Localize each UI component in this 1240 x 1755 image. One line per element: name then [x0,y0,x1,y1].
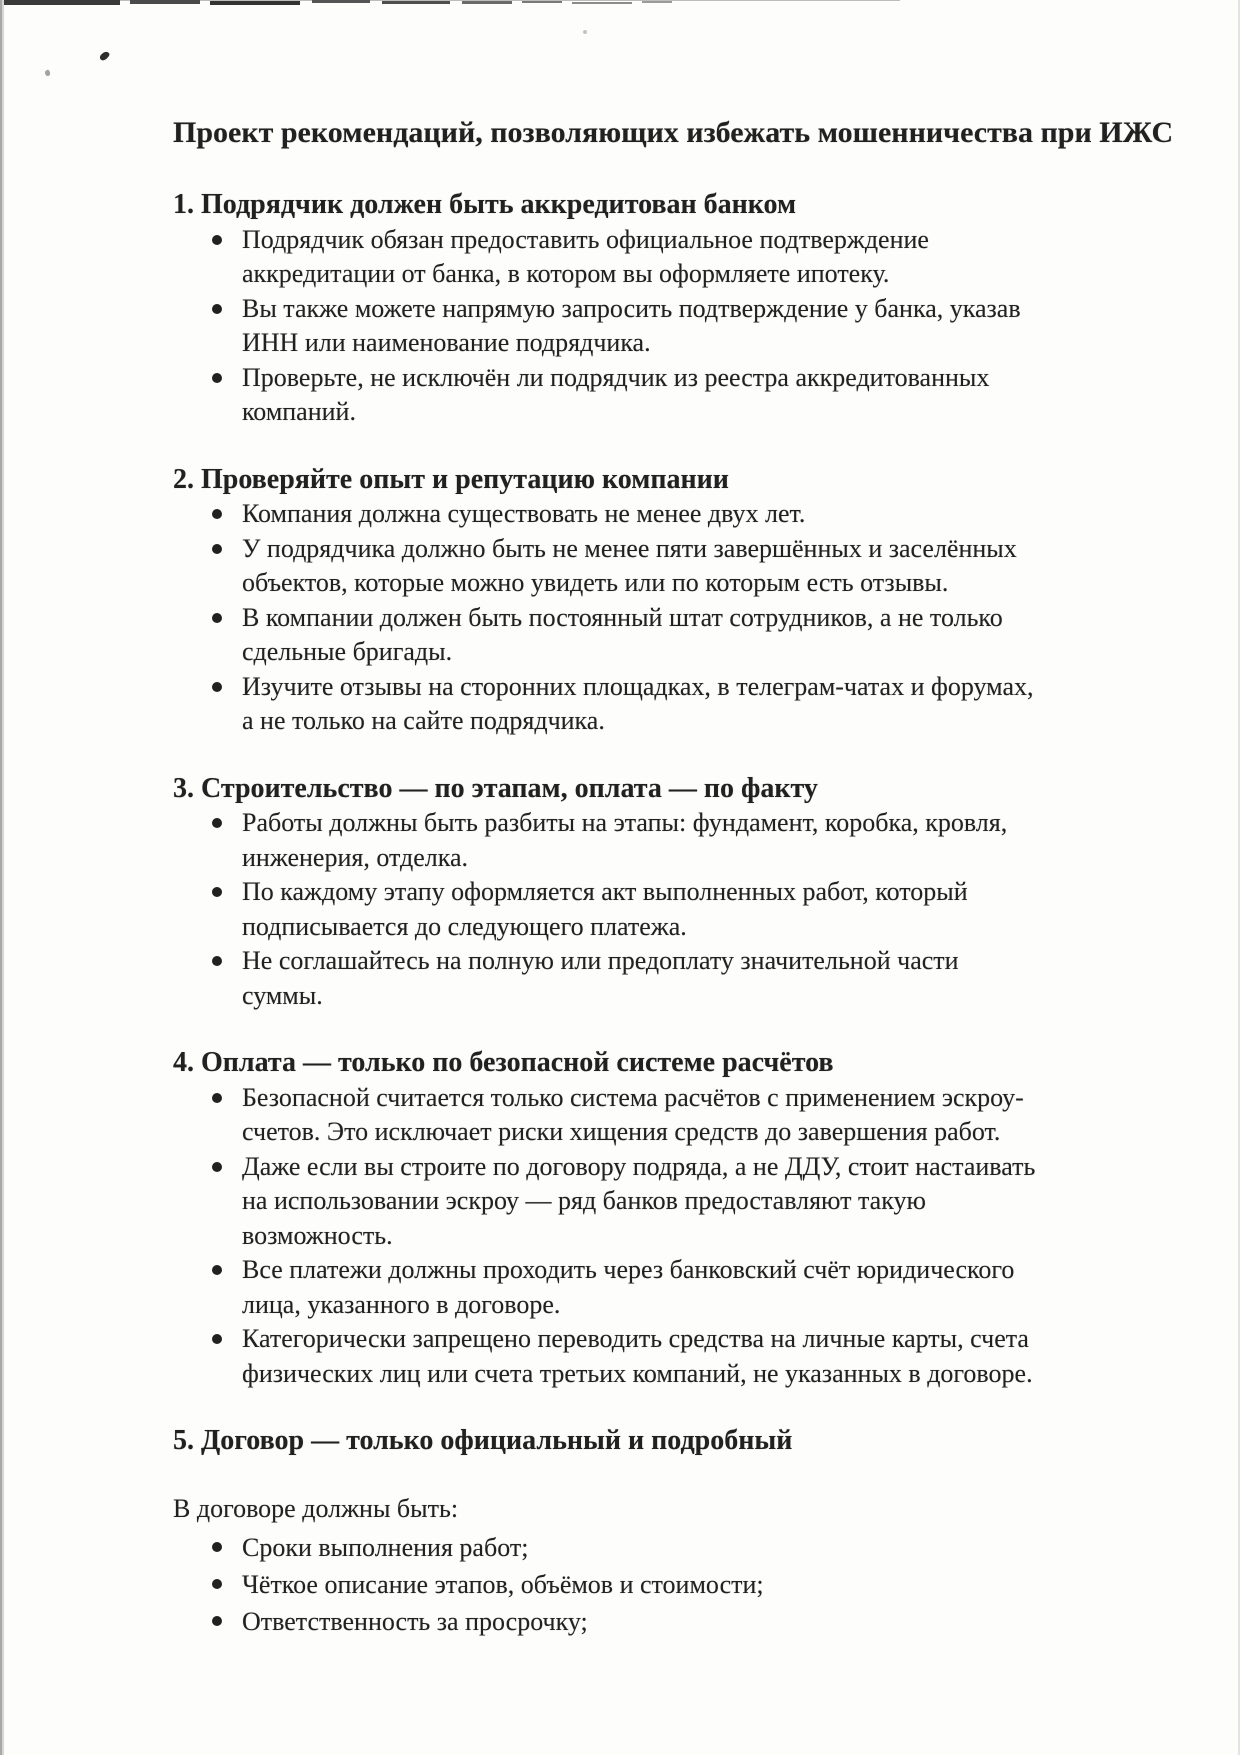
section-heading: 1. Подрядчик должен быть аккредитован банком [173,189,797,220]
bullet-marker [212,613,222,623]
contract-intro: В договоре должны быть: [173,1493,459,1523]
bullet-marker [212,544,222,554]
text-line: на использовании эскроу — ряд банков предоставляют такую [242,1186,926,1215]
section-4 [173,1046,1103,1391]
section-heading: 5. Договор — только официальный и подробный [173,1425,793,1456]
bullet-item [173,601,1103,670]
text-line: счетов. Это исключает риски хищения средств до завершения работ. [242,1117,1001,1146]
scan-top-dash [0,0,120,5]
scan-left-edge [0,0,2,1755]
bullet-marker [212,235,222,245]
text-line: Безопасной считается только система расчётов с применением эскроу- [242,1082,1024,1112]
bullet-item [173,1322,1103,1391]
text-line: Работы должны быть разбиты на этапы: фундамент, коробка, кровля, [242,808,1008,837]
bullet-marker [212,818,222,828]
bullet-list [173,806,1103,1013]
bullet-marker [212,682,222,692]
bullet-item [173,497,1103,532]
bullet-marker [212,1616,222,1626]
section-5 [173,1424,1103,1459]
sections-container [173,188,1103,1459]
scan-speck [44,69,51,76]
scan-top-dash [642,1,672,3]
text-line: Вы также можете напрямую запросить подтверждение у банка, указав [242,293,1021,323]
text-line: Чёткое описание этапов, объёмов и стоимости; [242,1570,764,1599]
bullet-item [173,1603,1103,1640]
bullet-marker [212,956,222,966]
section-heading: 2. Проверяйте опыт и репутацию компании [173,463,729,495]
bullet-item [173,361,1103,430]
bullet-marker [212,1265,222,1275]
bullet-marker [212,304,222,314]
scan-left-edge [2,0,4,1755]
section-3 [173,772,1103,1014]
section-2 [173,463,1103,739]
text-line: ИНН или наименование подрядчика. [242,328,651,357]
contract-list [173,1529,1103,1640]
bullet-item [173,1253,1103,1322]
bullet-item [173,1529,1103,1566]
scan-top-dash [462,1,512,4]
text-line: подписывается до следующего платежа. [242,911,687,941]
text-line: суммы. [242,980,323,1010]
section-heading: 3. Строительство — по этапам, оплата — по факту [173,772,818,804]
text-line: Изучите отзывы на сторонних площадках, в телеграм-чатах и форумах, [242,671,1034,701]
contract-block [173,1492,1103,1641]
text-line: Ответственность за просрочку; [242,1607,588,1636]
bullet-item [173,1150,1103,1254]
scan-speck [583,30,587,34]
text-line: а не только на сайте подрядчика. [242,706,605,735]
bullet-marker [212,1093,222,1103]
text-line: Не соглашайтесь на полную или предоплату значительной части [242,946,959,975]
bullet-marker [212,1542,222,1552]
bullet-list [173,1081,1103,1392]
text-line: Проверьте, не исключён ли подрядчик из реестра аккредитованных [242,362,990,392]
text-line: аккредитации от банка, в котором вы оформляете ипотеку. [242,259,890,288]
text-line: Все платежи должны проходить через банковский счёт юридического [242,1255,1015,1284]
scan-top-dash [522,1,562,3]
text-line: Компания должна существовать не менее двух лет. [242,499,806,528]
bullet-item [173,532,1103,601]
text-line: инженерия, отделка. [242,842,469,872]
text-line: компаний. [242,397,356,426]
text-line: Сроки выполнения работ; [242,1533,529,1562]
bullet-item [173,1081,1103,1150]
scan-top-dash [210,1,300,5]
scan-top-hairline [0,0,900,1]
text-line: В компании должен быть постоянный штат сотрудников, а не только [242,602,1003,632]
text-line: лица, указанного в договоре. [242,1289,561,1319]
bullet-item [173,1566,1103,1603]
text-line: возможность. [242,1220,393,1250]
bullet-item [173,670,1103,739]
bullet-item [173,806,1103,875]
bullet-item [173,223,1103,292]
bullet-item [173,292,1103,361]
bullet-marker [212,1162,222,1172]
text-line: Категорически запрещено переводить средства на личные карты, счета [242,1324,1029,1353]
doc-content [173,110,1174,1640]
bullet-item [173,875,1103,944]
bullet-marker [212,887,222,897]
bullet-list [173,497,1103,739]
bullet-item [173,944,1103,1013]
section-1 [173,188,1103,430]
bullet-marker [212,1579,222,1589]
scan-top-dash [382,1,450,4]
text-line: Даже если вы строите по договору подряда, а не ДДУ, стоит настаивать [242,1151,1036,1181]
scan-top-dash [130,0,200,4]
scan-speck [99,50,111,62]
bullet-list [173,223,1103,430]
bullet-marker [212,1334,222,1344]
text-line: физических лиц или счета третьих компаний, не указанных в договоре. [242,1358,1033,1388]
doc-title: Проект рекомендаций, позволяющих избежать мошенничества при ИЖС [173,116,1174,149]
text-line: По каждому этапу оформляется акт выполненных работ, который [242,877,968,906]
scan-top-dash [312,0,370,3]
text-line: объектов, которые можно увидеть или по которым есть отзывы. [242,568,949,597]
text-line: Подрядчик обязан предоставить официальное подтверждение [242,224,929,254]
bullet-marker [212,373,222,383]
text-line: У подрядчика должно быть не менее пяти завершённых и заселённых [242,533,1017,563]
text-line: сдельные бригады. [242,637,453,666]
scan-top-dash [572,2,632,4]
section-heading: 4. Оплата — только по безопасной системе расчётов [173,1047,834,1078]
bullet-marker [212,509,222,519]
